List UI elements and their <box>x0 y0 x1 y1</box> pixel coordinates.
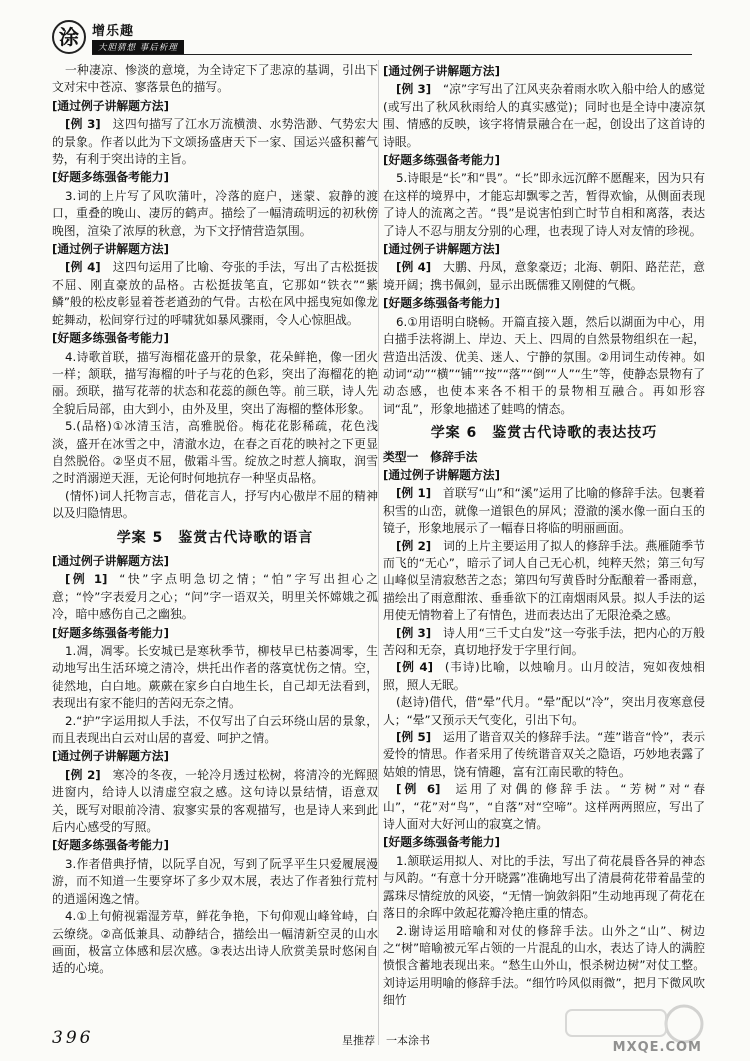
section-label: [好题多练强备考能力] <box>52 625 169 640</box>
example-tag: [例 2] <box>64 767 101 782</box>
answer-paragraph: 5.(品格)①冰清玉洁，高雅脱俗。梅花花影稀疏，花色浅淡，盛开在冰雪之中，清澈水边，在春之百花的映衬之下更显自然脱俗。②坚贞不屈，傲霜斗雪。绽放之时惹人摘取，润雪之时消溺逆天涯，无论何时何地抗存一种坚贞品格。 <box>52 419 378 486</box>
example-tag: [例 2] <box>395 538 432 553</box>
example-text: 首联写“山”和“溪”运用了比喻的修辞手法。包裹着积雪的山峦，就像一道银色的屏风；澄澈的溪水像一面白玉的镜子，形象地展示了一幅春日将临的明丽画面。 <box>383 486 705 536</box>
section-label: [通过例子讲解题方法] <box>52 242 169 257</box>
example-text: 运用了谐音双关的修辞手法。“莲”谐音“怜”，表示爱怜的情思。作者采用了传统谐音双关之隐语，巧妙地表露了姑娘的情思，饶有情趣，富有江南民歌的特色。 <box>383 730 705 779</box>
answer-paragraph: 一种凄凉、惨淡的意境，为全诗定下了悲凉的基调，引出下文对宋中苍凉、寥落景色的描写。 <box>52 63 378 95</box>
brand-logo: 涂 <box>52 20 86 54</box>
example-text: (韦诗)比喻，以烛喻月。山月皎洁，宛如夜烛相照，照人无眠。 <box>383 660 705 692</box>
section-title: 学案 5 鉴赏古代诗歌的语言 <box>116 529 314 546</box>
example-paragraph <box>383 781 705 833</box>
watermark-text: MXQE.COM <box>612 1040 702 1055</box>
example-paragraph <box>383 538 705 625</box>
example-tag: [例 6] <box>395 782 441 797</box>
type-heading: 类型一 修辞手法 <box>383 449 478 464</box>
answer-paragraph: 1.凋，凋零。长安城已是寒秋季节，柳枝早已枯萎凋零，生动地写出生活环境之清冷，烘托出作者的落寞忧伤之情。空，徒然地，白白地。蕨蕨在家乡白白地生长，自己却无法看到，表现出有家不能归的苦闷无奈之情。 <box>52 644 378 711</box>
example-tag: [例 1] <box>395 486 432 501</box>
example-text: 运用了对偶的修辞手法。“芳树”对“春山”，“花”对“鸟”，“自落”对“空啼”。这样两两照应，写出了诗人面对大好河山的寂寞之情。 <box>383 782 705 832</box>
example-tag: [例 4] <box>395 660 434 675</box>
example-text: 这四句运用了比喻、夸张的手法，写出了古松挺拔不屈、刚直豪放的品格。古松挺拔笔直，它那如“铁衣”“紫鳞”般的松皮彰显着苍老遒劲的气骨。古松在风中摇曳宛如像龙蛇舞动，松间穿行过的呼啸犹如暴风骤雨，令人心惊胆战。 <box>52 260 378 327</box>
answer-paragraph: 2.谢诗运用暗喻和对仗的修辞手法。山外之“山”、树边之“树”暗喻被元军占领的一片混乱的山水，表达了诗人的满腔愤恨含蓄地表现出来。“愁生山外山，恨杀树边树”对仗工整。刘诗运用明喻的修辞手法。“细竹吟风似雨微”，把月下微风吹细竹 <box>383 923 705 1008</box>
page-number: 396 <box>52 1028 94 1048</box>
answer-paragraph: (情怀)词人托物言志，借花言人，抒写内心傲岸不屈的精神以及归隐情思。 <box>52 488 378 521</box>
section-label: [通过例子讲解题方法] <box>52 553 169 568</box>
example-paragraph <box>383 659 705 694</box>
example-text: 词的上片主要运用了拟人的修辞手法。燕雁随季节而飞的“无心”，暗示了词人自己无心机，纯粹天然；第三句写山峰似呈清寂愁苦之态；第四句写黄昏时分酝酿着一番雨意，描绘出了雨意酣浓、垂垂欲下的江南烟雨风景。拟人手法的运用使无情物着上了有情色，进而表达出了无限沧桑之感。 <box>383 538 705 623</box>
answer-paragraph: 5.诗眼是“长”和“畏”。“长”即永远沉醉不愿醒来，因为只有在这样的境界中，才能忘却飘零之苦，暂得欢愉，从侧面表现了诗人的流离之苦。“畏”是说害怕到亡时节自相和离落，表达了诗人不忍与朋友分别的心理，也表现了诗人对友情的珍视。 <box>383 171 705 238</box>
answer-paragraph: 3.作者借典抒情，以阮孚自况，写到了阮孚平生只爱履展漫游，而不知道一生要穿坏了多少双木展，表达了作者独行荒村的逍遥闲逸之情。 <box>52 856 378 906</box>
answer-paragraph: 6.①用语明白晓畅。开篇直接入题，然后以湖面为中心，用白描手法将湖上、岸边、天上、四周的自然景物组织在一起，营造出活泼、优美、迷人、宁静的氛围。②用词生动传神。如动词“动”“横”“铺”“按”“落”“倒”“人”“生”等，使静态景物有了动态感，也使本来各不相干的景物相互融合。再如形容词“乱”，形象地描述了蛙鸣的情态。 <box>383 314 705 416</box>
right-column <box>383 62 705 1010</box>
section-label: [好题多练强备考能力] <box>52 170 169 185</box>
section-label: [通过例子讲解题方法] <box>52 749 169 764</box>
example-paragraph <box>383 625 705 660</box>
section-label: [好题多练强备考能力] <box>383 153 500 168</box>
left-column <box>52 62 378 978</box>
answer-paragraph: 1.颔联运用拟人、对比的手法，写出了荷花晨昏各异的神态与风韵。“有意十分开晓露”准确地写出了清晨荷花带着晶莹的露珠尽情绽放的风姿，“无情一饷敛斜阳”生动地再现了荷花在落日的余晖中敛起花瓣冷艳庄重的情态。 <box>383 853 705 921</box>
page-header <box>52 20 692 56</box>
example-text: “凉”字写出了江风夹杂着雨水吹入船中给人的感觉(或写出了秋风秋雨给人的真实感觉)；同时也是全诗中凄凉氛围、情感的反映，该字将情景融合在一起，创设出了这首诗的诗眼。 <box>383 82 705 149</box>
answer-paragraph: 2.“护”字运用拟人手法，不仅写出了白云环绕山居的景象，而且表现出白云对山居的喜爱、呵护之情。 <box>52 713 378 746</box>
section-label: [通过例子讲解题方法] <box>383 467 500 482</box>
section-label: [通过例子讲解题方法] <box>383 64 500 78</box>
example-paragraph <box>52 767 378 837</box>
header-rule <box>92 54 692 55</box>
section-label: [通过例子讲解题方法] <box>383 242 500 257</box>
example-tag: [例 3] <box>395 82 432 97</box>
example-text: “快”字点明急切之情；“怕”字写出担心之意；“怜”字表爱月之心；“问”字一语双关，明里关怀嫦娥之孤冷，暗中感伤自己之幽独。 <box>52 572 378 622</box>
example-tag: [例 3] <box>395 625 432 640</box>
example-paragraph <box>52 571 378 623</box>
answer-paragraph: 3.词的上片写了风吹蒲叶，冷落的庭户，迷蒙、寂静的渡口，重叠的晚山、凄厉的鹤声。描绘了一幅清疏明远的初秋傍晚图，渲染了浓厚的秋意，为下文抒情营造氛围。 <box>52 188 378 238</box>
example-paragraph <box>383 259 705 294</box>
section-label: [好题多练强备考能力] <box>383 835 500 850</box>
example-paragraph <box>383 729 705 781</box>
example-text: 寒冷的冬夜，一轮冷月透过松树，将清冷的光辉照进窗内，给诗人以清虚空寂之感。这句诗以景结情，语意双关，既写对眼前冷清、寂寥实景的客观描写，也是诗人来到此后内心感受的写照。 <box>52 767 378 835</box>
example-text: 大鹏、丹凤，意象豪迈；北海、朝阳、路茫茫，意境开阔；携书佩剑，显示出既儒雅又刚健的气概。 <box>383 260 705 292</box>
example-tag: [例 5] <box>395 730 432 745</box>
example-paragraph <box>52 259 378 329</box>
answer-paragraph: 4.诗歌首联，描写海榴花盛开的景象，花朵鲜艳，像一团火一样；颔联，描写海榴的叶子与花的色彩，突出了海榴花的艳丽。颈联，描写花蒂的状态和花蕊的颜色等。前三联，诗人先全貌后局部，由大到小，由外及里，突出了海榴的整体形象。 <box>52 349 378 416</box>
section-label: [通过例子讲解题方法] <box>52 98 169 113</box>
section-label: [好题多练强备考能力] <box>52 331 169 346</box>
example-tag: [例 4] <box>395 260 432 275</box>
example-paragraph <box>383 485 705 537</box>
example-paragraph <box>52 116 378 168</box>
example-text: 诗人用“三千丈白发”这一夸张手法，把内心的万般苦闷和无奈，真切地抒发于字里行间。 <box>383 625 705 657</box>
answer-paragraph: 4.①上句俯视霜湿芳草，鲜花争艳，下句仰观山峰耸峙，白云缭绕。②高低兼具、动静结合，描绘出一幅清新空灵的山水画面，极富立体感和层次感。③表达出诗人欣赏美景时悠闲自适的心境。 <box>52 909 378 976</box>
answer-paragraph: (赵诗)借代，借“晕”代月。“晕”配以“冷”，突出月夜寒意侵人；“晕”又预示天气变化，引出下句。 <box>383 695 705 727</box>
footer-text: 星推荐 一本涂书 <box>342 1034 430 1047</box>
section-label: [好题多练强备考能力] <box>383 296 500 311</box>
example-text: 这四句描写了江水万流横溃、水势浩渺、气势宏大的景象。作者以此为下文颂扬盛唐天下一家、国运兴盛积蓄气势，有利于突出诗的主旨。 <box>52 117 378 167</box>
example-tag: [例 4] <box>64 260 101 275</box>
example-paragraph <box>383 81 705 151</box>
section-label: [好题多练强备考能力] <box>52 838 169 853</box>
brand-name: 增乐趣 <box>92 24 135 39</box>
example-tag: [例 1] <box>64 572 108 587</box>
column-divider <box>378 60 379 1045</box>
example-tag: [例 3] <box>64 117 101 132</box>
section-title: 学案 6 鉴赏古代诗歌的表达技巧 <box>430 425 658 442</box>
brand-slogan: 大胆猜想 事后析理 <box>92 40 184 54</box>
